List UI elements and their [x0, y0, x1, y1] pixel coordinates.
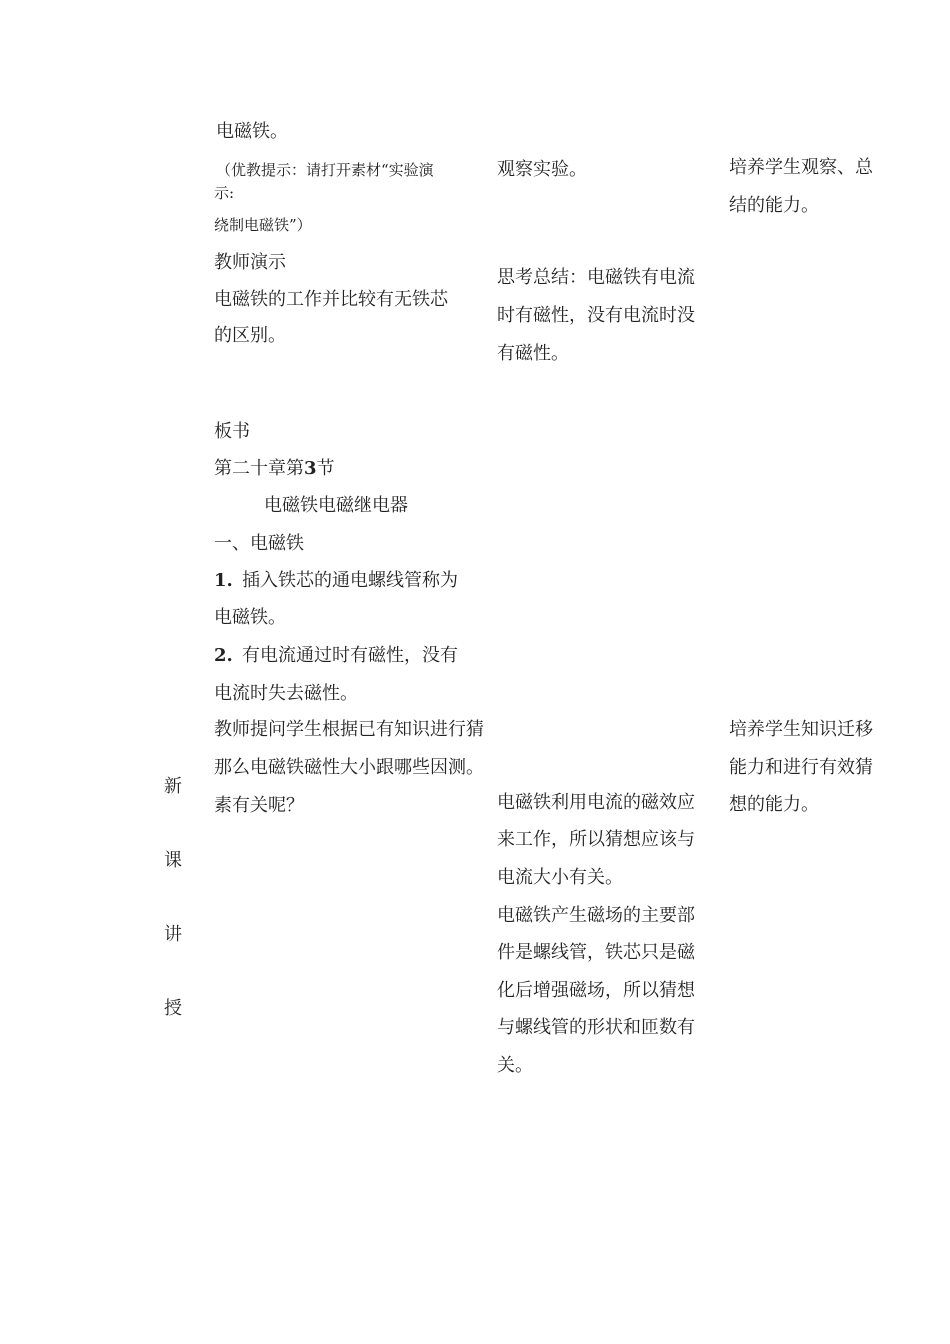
part-heading: 一、电磁铁 [214, 533, 304, 554]
student-activity-text: 与螺线管的形状和匝数有 [497, 1017, 695, 1038]
student-activity-text: 有磁性。 [497, 343, 569, 364]
demo-text: 电磁铁的工作并比较有无铁芯 [214, 289, 448, 310]
list-item-text: 有电流通过时有磁性，没有 [242, 645, 458, 666]
student-activity-text: 件是螺线管，铁芯只是磁 [497, 942, 695, 963]
student-activity-text: 电流大小有关。 [497, 867, 623, 888]
section-label-char: 课 [164, 850, 182, 871]
demo-title: 教师演示 [214, 252, 286, 273]
student-activity-text: 时有磁性，没有电流时没 [497, 305, 695, 326]
chapter-heading: 第二十章第3节 [214, 458, 335, 479]
student-activity-text: 思考总结：电磁铁有电流 [497, 267, 695, 288]
student-activity-text: 化后增强磁场，所以猜想 [497, 980, 695, 1001]
intent-text: 结的能力。 [729, 195, 819, 216]
question-text: 教师提问学生根据已有知识进行猜 [214, 719, 484, 740]
question-text: 素有关呢？ [214, 795, 304, 816]
list-item-number: 2. [214, 645, 233, 666]
student-activity-text: 来工作，所以猜想应该与 [497, 829, 695, 850]
intent-text: 能力和进行有效猜 [729, 757, 873, 778]
student-activity-text: 电磁铁产生磁场的主要部 [497, 905, 695, 926]
intent-text: 培养学生知识迁移 [729, 719, 873, 740]
section-label-char: 授 [164, 998, 182, 1019]
hint-text: （优教提示：请打开素材“实验演 [216, 161, 434, 179]
list-item-text: 电磁铁。 [214, 607, 286, 628]
lesson-title: 电磁铁电磁继电器 [264, 495, 408, 516]
section-label-char: 讲 [164, 924, 182, 945]
student-activity-text: 关。 [497, 1055, 533, 1076]
list-item-text: 插入铁芯的通电螺线管称为 [242, 570, 458, 591]
student-activity-text: 电磁铁利用电流的磁效应 [497, 792, 695, 813]
board-title: 板书 [214, 421, 250, 442]
question-text: 那么电磁铁磁性大小跟哪些因测。 [214, 757, 484, 778]
hint-text: 绕制电磁铁”） [214, 216, 312, 234]
student-activity-text: 观察实验。 [497, 159, 587, 180]
intent-text: 想的能力。 [729, 794, 819, 815]
intent-text: 培养学生观察、总 [729, 157, 873, 178]
demo-text: 的区别。 [214, 325, 286, 346]
hint-text: 示: [214, 184, 235, 202]
section-label-char: 新 [164, 776, 182, 797]
list-item-number: 1. [214, 570, 233, 591]
list-item-text: 电流时失去磁性。 [214, 683, 358, 704]
continued-text: 电磁铁。 [216, 121, 288, 142]
